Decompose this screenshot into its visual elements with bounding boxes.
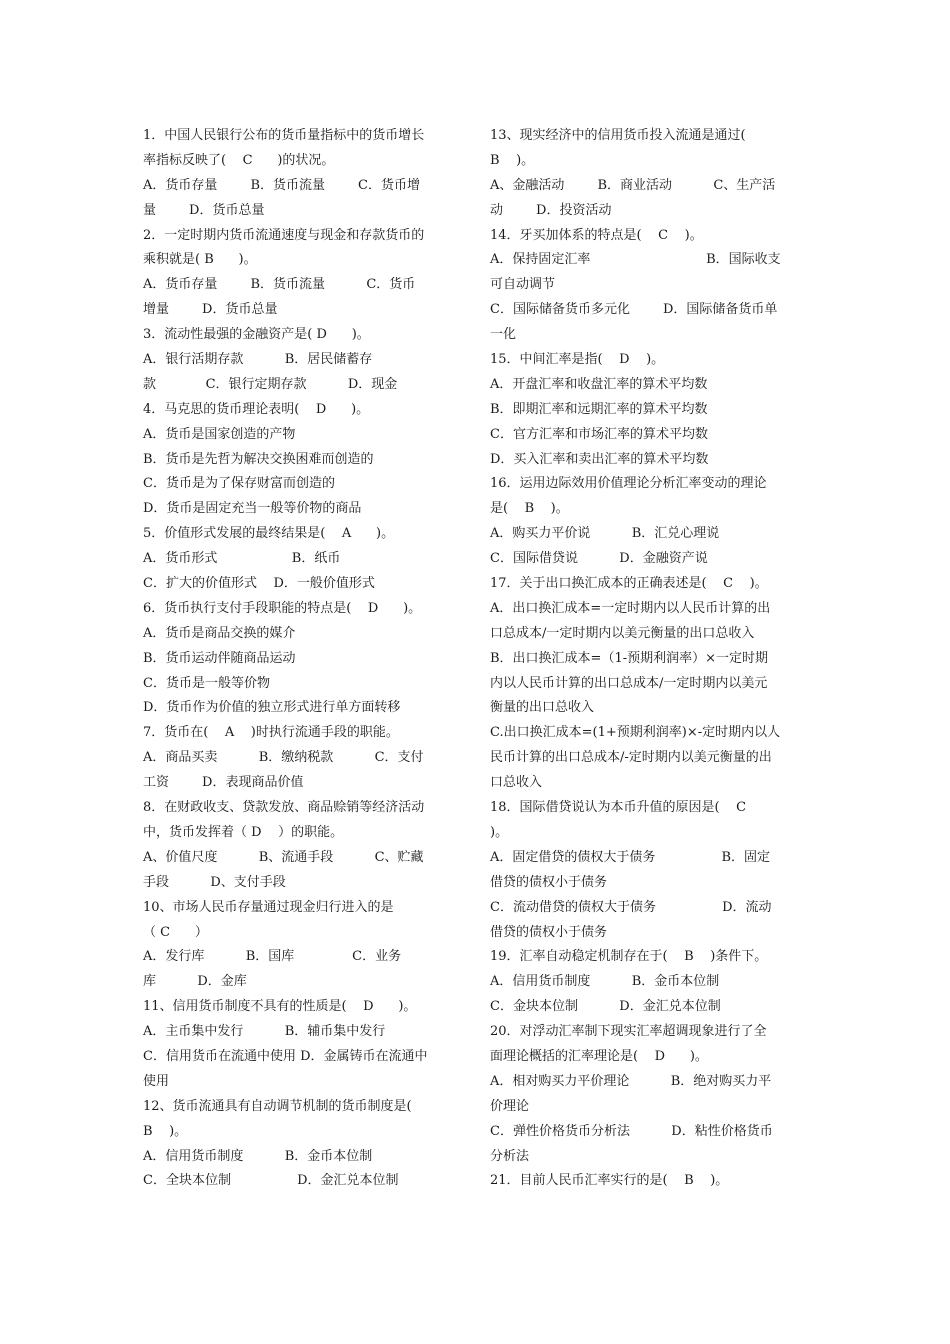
- text-line: A．购买力平价说 B．汇兑心理说: [490, 526, 720, 542]
- text-line: 7．货币在( A )时执行流通手段的职能。: [143, 725, 399, 741]
- text-line: 价理论: [490, 1098, 530, 1114]
- text-line: 8．在财政收支、贷款发放、商品赊销等经济活动: [143, 800, 425, 816]
- text-line: 增量 D．货币总量: [143, 302, 278, 318]
- text-line: 衡量的出口总收入: [490, 700, 595, 716]
- right-column: [490, 124, 806, 1194]
- text-line: B．出口换汇成本=（1-预期利润率）×一定时期: [490, 650, 769, 666]
- text-line: B )。: [490, 152, 535, 168]
- text-line: 面理论概括的汇率理论是( D )。: [490, 1048, 708, 1064]
- text-line: 2．一定时期内货币流通速度与现金和存款货币的: [143, 227, 425, 243]
- text-line: A．信用货币制度 B．金币本位制: [143, 1148, 373, 1164]
- text-line: 借贷的债权小于债务: [490, 874, 608, 890]
- text-line: 借贷的债权小于债务: [490, 924, 608, 940]
- text-line: 口总收入: [490, 775, 543, 791]
- text-line: A．开盘汇率和收盘汇率的算术平均数: [490, 376, 708, 392]
- left-column: [143, 124, 457, 1194]
- text-line: 民币计算的出口总成本/-定时期内以美元衡量的出: [490, 750, 772, 766]
- text-line: 10、市场人民币存量通过现金归行进入的是: [143, 899, 394, 915]
- text-line: 12、货币流通具有自动调节机制的货币制度是(: [143, 1098, 412, 1114]
- text-line: C．全块本位制 D．金汇兑本位制: [143, 1173, 399, 1189]
- text-line: 20．对浮动汇率制下现实汇率超调现象进行了全: [490, 1024, 767, 1040]
- text-line: 是( B )。: [490, 501, 569, 517]
- text-line: C．弹性价格货币分析法 D．粘性价格货币: [490, 1123, 773, 1139]
- text-line: C．信用货币在流通中使用 D．金属铸币在流通中: [143, 1048, 428, 1064]
- text-line: A．信用货币制度 B．金币本位制: [490, 974, 720, 990]
- text-line: 13、现实经济中的信用货币投入流通是通过(: [490, 128, 746, 143]
- text-line: 率指标反映了( C )的状况。: [143, 152, 335, 168]
- text-line: A．货币是国家创造的产物: [143, 426, 296, 442]
- text-line: B．货币运动伴随商品运动: [143, 650, 296, 666]
- text-line: 19．汇率自动稳定机制存在于( B )条件下。: [490, 949, 768, 965]
- text-line: A．发行库 B．国库 C．业务: [143, 949, 402, 965]
- text-line: B )。: [143, 1123, 188, 1139]
- text-line: 手段 D、支付手段: [143, 874, 286, 890]
- text-line: （ C ）: [143, 924, 208, 940]
- text-line: A．货币存量 B．货币流量 C．货币增: [143, 177, 421, 193]
- text-line: 6．货币执行支付手段职能的特点是( D )。: [143, 600, 422, 616]
- text-line: A．保持固定汇率 B．国际收支: [490, 252, 781, 268]
- text-line: 16．运用边际效用价值理论分析汇率变动的理论: [490, 476, 767, 492]
- text-line: A、金融活动 B．商业活动 C、生产活: [490, 177, 776, 193]
- text-line: B．货币是先哲为解决交换困难而创造的: [143, 451, 374, 467]
- text-line: 动 D．投资活动: [490, 202, 612, 218]
- text-line: 内以人民币计算的出口总成本/一定时期内以美元: [490, 675, 768, 691]
- text-line: 18．国际借贷说认为本币升值的原因是( C: [490, 800, 747, 816]
- text-line: 库 D．金库: [143, 974, 247, 990]
- text-line: C．扩大的价值形式 D．一般价值形式: [143, 576, 375, 592]
- text-line: 工资 D．表现商品价值: [143, 775, 304, 791]
- text-line: 4．马克思的货币理论表明( D )。: [143, 401, 370, 417]
- text-line: A．货币存量 B．货币流量 C．货币: [143, 277, 416, 293]
- text-line: 21．目前人民币汇率实行的是( B )。: [490, 1173, 729, 1189]
- text-line: 1．中国人民银行公布的货币量指标中的货币增长: [143, 128, 425, 143]
- text-line: C．官方汇率和市场汇率的算术平均数: [490, 426, 708, 442]
- text-line: C．货币是一般等价物: [143, 675, 270, 691]
- text-line: 口总成本/一定时期内以美元衡量的出口总收入: [490, 625, 755, 641]
- text-line: D．买入汇率和卖出汇率的算术平均数: [490, 451, 709, 467]
- text-line: 17．关于出口换汇成本的正确表述是( C )。: [490, 576, 768, 592]
- text-line: A．银行活期存款 B．居民储蓄存: [143, 352, 373, 368]
- text-line: C．国际储备货币多元化 D．国际储备货币单: [490, 302, 778, 318]
- text-line: A．货币形式 B．纸币: [143, 551, 341, 567]
- text-line: C．货币是为了保存财富而创造的: [143, 476, 335, 492]
- text-line: 使用: [143, 1073, 170, 1089]
- text-line: 量 D．货币总量: [143, 202, 265, 218]
- text-line: A．固定借贷的债权大于债务 B．固定: [490, 849, 771, 865]
- text-line: A．货币是商品交换的媒介: [143, 625, 296, 641]
- text-line: C.出口换汇成本=(1+预期利润率)×-定时期内以人: [490, 725, 781, 741]
- text-line: A．商品买卖 B．缴纳税款 C．支付: [143, 750, 424, 766]
- text-line: 一化: [490, 327, 517, 343]
- text-line: A．相对购买力平价理论 B．绝对购买力平: [490, 1073, 772, 1089]
- text-line: 可自动调节: [490, 277, 556, 293]
- text-line: 款 C．银行定期存款 D．现金: [143, 376, 398, 392]
- text-line: A．主币集中发行 B．辅币集中发行: [143, 1024, 386, 1040]
- text-line: 分析法: [490, 1148, 530, 1164]
- text-line: A．出口换汇成本=一定时期内以人民币计算的出: [490, 600, 771, 616]
- text-line: A、价值尺度 B、流通手段 C、贮藏: [143, 849, 424, 865]
- text-line: )。: [490, 824, 509, 840]
- text-line: 11、信用货币制度不具有的性质是( D )。: [143, 999, 417, 1015]
- text-line: 15．中间汇率是指( D )。: [490, 352, 665, 368]
- text-line: 5．价值形式发展的最终结果是( A )。: [143, 526, 395, 542]
- text-line: C．流动借贷的债权大于债务 D．流动: [490, 899, 772, 915]
- text-line: 3．流动性最强的金融资产是( D )。: [143, 327, 370, 343]
- text-line: 中，货币发挥着（ D ）的职能。: [143, 824, 344, 840]
- text-line: C．金块本位制 D．金汇兑本位制: [490, 999, 721, 1015]
- text-line: D．货币是固定充当一般等价物的商品: [143, 501, 362, 517]
- text-line: D．货币作为价值的独立形式进行单方面转移: [143, 700, 401, 716]
- text-line: 14．牙买加体系的特点是( C )。: [490, 227, 703, 243]
- text-line: C．国际借贷说 D．金融资产说: [490, 551, 708, 567]
- text-line: B．即期汇率和远期汇率的算术平均数: [490, 401, 708, 417]
- text-line: 乘积就是( B )。: [143, 252, 257, 268]
